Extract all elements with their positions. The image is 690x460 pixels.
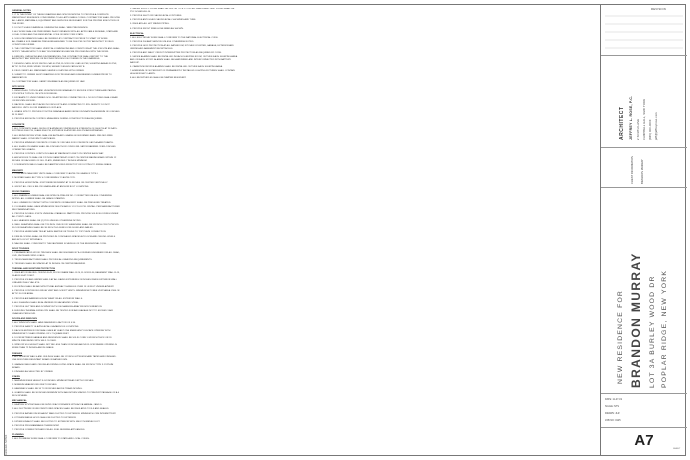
note-item: 4. GROUT ALL CELLS BELOW GRADE AND AT ANCHOR BOLT LOCATIONS. — [12, 185, 89, 188]
note-item: 2. TRUSS MANUFACTURER SHALL PROVIDE ALL BRACING REQUIREMENTS. — [12, 258, 93, 261]
note-item: 7. FOUNDATION WALLS SHALL BE DAMPPROOFED FROM TOP OF FOOTING TO FINISH GRADE. — [12, 164, 112, 167]
note-item: 2. MORTAR SHALL BE TYPE S CONFORMING TO ASTM C270. — [12, 177, 76, 180]
sheet-key-label: SHEET — [673, 448, 681, 450]
note-item: 4. PROVIDE CONTINUOUS RIDGE VENT AND SOFFIT VENTS. MINIMUM NET FREE VENT AREA 1/300 OF ATTIC FLOOR AREA. — [12, 290, 120, 296]
note-item: 3. PROVIDE MINIMUM CONCRETE COVER OF 3 INCHES FOR CONCRETE CAST AGAINST EARTH. — [12, 141, 114, 144]
note-section — [12, 268, 120, 316]
sheet-number-block — [601, 428, 687, 456]
note-heading: ROOF TRUSSES — [12, 248, 30, 250]
note-heading: MECHANICAL — [12, 400, 27, 403]
note-item: 6. ANCHOR BOLTS SHALL BE 1/2 INCH DIAMETER AT 6 FEET ON CENTER MAXIMUM AND WITHIN 12 INCHES OF EACH END OF SILL PLATE, EMBEDDED 7 INCHES MINIMUM. — [12, 157, 117, 163]
note-item: 6. ERRORS, OMISSIONS AND DISCREPANCIES: THE CONTRACTOR SHALL REPORT TO THE ARCHITECT ANY ERRORS OR INCONSISTENCIES DISCOVERED IN THE DRAWINGS. — [12, 55, 108, 61]
note-item: 1. ALL ELECTRICAL WORK SHALL CONFORM TO THE NATIONAL ELECTRICAL CODE. — [130, 36, 219, 39]
note-section — [12, 400, 120, 432]
project-name: BRANDON MURRAY — [629, 252, 643, 388]
note-heading: MASONRY — [12, 169, 24, 172]
note-item: 5. PROVIDE AIR BARRIER HOUSE WRAP ON ALL EXTERIOR WALLS. — [12, 297, 83, 300]
note-item: 2. MINIMUM HEADROOM 6 FEET 8 INCHES. — [12, 383, 58, 386]
note-item: 8. FIRE BLOCKING SHALL BE PROVIDED IN CONCEALED SPACES AT FLOOR AND CEILING LEVELS AND AT 10 FOOT INTERVALS. — [12, 235, 116, 241]
note-item: 7. DESIGN LOADS: ROOF SNOW LOAD 40 PSF, FLOOR LIVE LOAD 40 PSF, SLEEPING AREAS 30 PSF, ATTIC 20 PSF, WIND SPEED 115 MPH, SEISMIC DESIGN CATEGORY B. — [12, 62, 117, 68]
note-item: 6. PROVIDE PROGRAMMABLE THERMOSTAT. — [12, 424, 60, 427]
note-heading: PLUMBING — [12, 434, 24, 437]
note-item: 3. TRUSSES SHALL BE SPACED AT 24 INCHES ON CENTER MAXIMUM. — [12, 262, 86, 265]
firm-name: ARCHITECT — [619, 106, 625, 140]
note-item: 2. PROVIDE SAFETY GLAZING AT ALL HAZARDOUS LOCATIONS. — [12, 326, 79, 329]
client-line-2: BRANDON MURRAY — [641, 159, 644, 184]
note-item: 4. PROVIDE DOUBLE JOISTS UNDER ALL PARALLEL PARTITIONS. PROVIDE SOLID BLOCKING UNDER ALL POINT LOADS. — [12, 213, 119, 219]
note-item: 3. FINISHES AS SELECTED BY OWNER. — [12, 370, 54, 373]
note-heading: SITE WORK — [12, 86, 25, 89]
note-item: 4. GUARDS SHALL BE 36 INCHES MINIMUM WITH BALUSTERS SPACED TO PREVENT PASSAGE OF A 4 INCH SPHERE. — [12, 392, 120, 398]
sheet-number: A7 — [634, 432, 654, 449]
client-block — [601, 148, 687, 188]
revision-label: REVISION — [651, 7, 666, 11]
note-item: 5. PROVIDE EROSION CONTROL MEASURES DURING CONSTRUCTION AS REQUIRED. — [12, 118, 103, 121]
note-item: 2. PROVIDE 200 AMP SERVICE UNLESS OTHERWISE NOTED. — [130, 40, 194, 43]
note-item: 3. ROOFING SHALL BE ARCHITECTURAL ASPHALT SHINGLES OVER 15 LB FELT UNDERLAYMENT. — [12, 286, 115, 289]
note-item: 6. ALL FLASHING SHALL BE ALUMINUM OR GALVANIZED STEEL. — [12, 301, 79, 304]
note-heading: GENERAL NOTES — [12, 10, 31, 13]
note-item: 9. SUBMIT TO OWNER SHOP DRAWINGS FOR TRUSSES AND ENGINEERED LUMBER PRIOR TO FABRICATION. — [12, 73, 112, 79]
note-section — [12, 10, 120, 84]
drawn-by-field: DRAWN: JLR — [605, 412, 620, 415]
note-item: 4. ALL SLABS ON GRADE SHALL BE 4 INCHES THICK OVER 6 MIL VAPOR BARRIER OVER 4 INCHES COMPACTED GRAVEL. — [12, 145, 116, 151]
note-item: 1. CONCRETE MASONRY UNITS SHALL CONFORM TO ASTM C90 GRADE N TYPE I. — [12, 173, 99, 176]
note-item: 1. ALL CONCRETE SHALL DEVELOP A MINIMUM COMPRESSIVE STRENGTH OF 3000 PSI AT 28 DAYS. FOOTINGS 3000 PSI, SLABS 3500 PSI, EXTERIOR FLATWORK 4000 PSI AIR ENTRAINED. — [12, 127, 118, 133]
note-item: 2. ALL REINFORCING STEEL SHALL BE ASTM A615 GRADE 60 DEFORMED BARS. WELDED WIRE FABRIC SHALL CONFORM TO ASTM A185. — [12, 134, 113, 140]
note-item: 2. GARAGE WALLS AND CEILING ADJOINING LIVING SPACE SHALL BE 5/8 INCH TYPE X GYPSUM BOARD. — [12, 363, 114, 369]
note-item: 5. DRYER EXHAUST SHALL BE DUCTED TO EXTERIOR WITH SMOOTH METAL DUCT. — [12, 420, 101, 423]
note-item: 4. GRADE SITE TO PROVIDE POSITIVE DRAINAGE AWAY FROM FOUNDATION A MINIMUM OF 6 INCHES IN 10 FEET. — [12, 111, 120, 117]
note-item: 3. EACH SLEEPING ROOM SHALL HAVE AT LEAST ONE EMERGENCY ESCAPE OPENING WITH MINIMUM NET CLEAR OPENING OF 5.7 SQUARE FEET. — [12, 330, 111, 336]
project-address-line-1: LOT 3A BURLEY WOOD DR — [649, 275, 656, 388]
note-item: 1. ALL INTERIOR WALLS AND CEILINGS SHALL BE 1/2 INCH GYPSUM BOARD TAPED AND FINISHED. USE MOISTURE RESISTANT BOARD IN BATHROOMS. — [12, 356, 117, 362]
note-item: 1. INSULATION VALUES: CEILING R-49, WOOD FRAME WALL R-20, FLOOR R-30, BASEMENT WALL R-15, SLAB R-10 AT 2 FEET. — [12, 272, 120, 278]
note-item: 4. DOOR BETWEEN GARAGE AND RESIDENCE SHALL BE SOLID CORE 1-3/8 INCH THICK OR 20 MINUTE FIRE RATED WITH SELF CLOSER. — [12, 337, 112, 343]
client-line-1: CLIENT INFORMATION — [631, 156, 634, 184]
note-item: 3. LVL BEAMS SHALL HAVE MINIMUM FB 2600 PSI AND E 1.9 X 10^6 PSI. INSTALL PER MANUFACTURER RECOMMENDATIONS. — [12, 206, 120, 211]
note-item: 2. ALL LUMBER IN CONTACT WITH CONCRETE OR MASONRY SHALL BE PRESSURE TREATED. — [12, 201, 112, 204]
note-item: 1. ALL PLUMBING WORK SHALL CONFORM TO STATE AND LOCAL CODES. — [12, 438, 90, 441]
note-item: 10. CONTRACTOR SHALL CARRY INSURANCE AS REQUIRED BY LAW. — [12, 80, 85, 83]
note-heading: DOORS AND WINDOWS — [12, 318, 37, 321]
date-field: DATE: 11-27-19 — [605, 398, 622, 401]
note-heading: ELECTRICAL — [130, 32, 144, 35]
note-item: 5. INSULATE ALL HOT WATER PIPING. — [130, 23, 170, 26]
note-item: 7. PROVIDE COMBUSTION AIR FOR ALL FUEL BURNING APPLIANCES. — [12, 429, 86, 432]
note-section — [12, 376, 120, 398]
note-item: 3. BACKFILL SHALL BE PLACED IN 8 INCH LIFTS AND COMPACTED TO 95% DENSITY. DO NOT BACKFILL UNTIL FLOOR FRAMING IS IN PLACE. — [12, 104, 110, 110]
note-item: 4. PROVIDE ARC FAULT CIRCUIT INTERRUPTER PROTECTION AS REQUIRED BY CODE. — [130, 51, 222, 54]
note-section — [12, 86, 120, 121]
note-item: 2. EXCAVATE TO UNDISTURBED SOIL OR APPROVED COMPACTED FILL. NO FOOTINGS SHALL BEAR ON FROZEN GROUND. — [12, 97, 118, 103]
project-address-line-2: POPLAR RIDGE, NEW YORK — [661, 269, 668, 388]
note-item: 6. PROVIDE FROST FREE HOSE BIBBS AS SHOWN. — [130, 27, 184, 30]
note-heading: FINISHES — [12, 352, 23, 355]
note-item: 3. PROVIDE BATHROOM EXHAUST FANS DUCTED TO EXTERIOR. MINIMUM 50 CFM INTERMITTENT. — [12, 412, 117, 415]
note-item: 2. PROVIDE ICE AND WATER SHIELD AT ALL EAVES EXTENDING 24 INCHES INSIDE EXTERIOR WALL LINE AND IN ALL VALLEYS. — [12, 279, 117, 285]
note-item: 5. PROVIDE CONTROL JOINTS IN SLABS AT MAXIMUM 15 FEET ON CENTER EACH WAY. — [12, 152, 104, 155]
note-heading: THERMAL AND MOISTURE PROTECTION — [12, 268, 56, 271]
note-item: 1. ALL WINDOWS SHALL HAVE MAXIMUM U-FACTOR OF 0.30. — [12, 321, 76, 324]
note-item: 3. PROVIDE SHUT OFF VALVES AT ALL FIXTURES. — [130, 15, 182, 18]
note-item: 3. PROVIDE GFCI PROTECTION AT ALL BATHROOM, KITCHEN COUNTER, GARAGE, EXTERIOR AND UNFINISHED BASEMENT RECEPTACLES. — [130, 44, 234, 50]
firm-line-3: CAMPBELL HALL, NEW YORK — [643, 98, 646, 140]
note-item: 1. IT IS THE INTENT OF THESE DRAWINGS AND SPECIFICATIONS TO PROVIDE A COMPLETE WATERTIGHT RESIDENCE CONFORMING TO ALL APPLICABLE CODES. CONTRACTOR SHALL PROVIDE ALL LABOR, MATERIALS, EQUIPMENT AND SERVICES NECESSARY FOR THE PROPER EXECUTION OF THE WORK. — [12, 14, 120, 25]
note-item: 1. HEATING SYSTEM SHALL BE SIZED IN ACCORDANCE WITH ACCA MANUAL J AND S. — [12, 404, 103, 407]
note-item: 4. PROVIDE ANTI-SCALD VALVES AT ALL SHOWERS AND TUBS. — [130, 19, 196, 22]
note-item: 5. ALL HEADERS SHALL BE (2) 2X10 UNLESS OTHERWISE NOTED. — [12, 220, 82, 223]
project-subtitle: NEW RESIDENCE FOR — [617, 289, 624, 384]
note-item: 1. ALL FRAMING LUMBER SHALL BE SPRUCE-PINE-FIR NO. 2 OR BETTER UNLESS OTHERWISE NOTED. ALL LUMBER SHALL BE GRADE STAMPED. — [12, 194, 112, 200]
project-block — [601, 188, 687, 394]
note-item: 6. CARBON MONOXIDE ALARMS SHALL BE INSTALLED OUTSIDE EACH SLEEPING AREA. — [130, 66, 223, 69]
note-item: 6. WALL SHEATHING SHALL BE 7/16 INCH OSB. ROOF SHEATHING SHALL BE 5/8 INCH CDX PLYWOOD. FLOOR SHEATHING SHALL BE 3/4 INCH T&G SUBFLOOR GLUED AND NAILED. — [12, 224, 120, 230]
note-item: 1. REMOVE ALL TOPSOIL AND VEGETATION FROM AREAS TO RECEIVE STRUCTURES AND PAVING. STOCKPILE TOPSOIL ON SITE FOR REUSE. — [12, 90, 117, 95]
note-heading: WOOD FRAMING — [12, 191, 30, 194]
note-item: 3. ALL WORK SHALL BE PERFORMED IN ACCORDANCE WITH ALL APPLICABLE FEDERAL, STATE AND LOCAL CODES AND THE RESIDENTIAL CODE OF NEW YORK STATE. — [12, 31, 119, 37]
revision-block — [601, 4, 687, 56]
scale-field: SCALE: NTS — [605, 405, 619, 408]
note-item: 1. MAXIMUM RISER HEIGHT 8-1/4 INCHES. MINIMUM TREAD DEPTH 9 INCHES. — [12, 379, 94, 382]
note-item: 4. SOILS INFORMATION SHALL BE VERIFIED BY CONTRACTOR PRIOR TO START OF WORK. ALLOWABLE SOIL BEARING PRESSURE ASSUMED TO BE 2000 PSF. NOTIFY ARCHITECT IF FIELD CONDITIONS DIFFER. — [12, 38, 114, 47]
firm-line-2: 2 SOUTH LANE — [637, 118, 640, 140]
note-section — [130, 33, 238, 81]
job-number-field: JOB NO: 1925 — [605, 419, 621, 422]
note-item: 8. BUILDING THERMAL ENVELOPE SHALL BE TESTED FOR AIR LEAKAGE NOT TO EXCEED 3 AIR CHANGES PER HOUR. — [12, 309, 113, 315]
note-item: 9. NAILING SHALL CONFORM TO THE FASTENER SCHEDULE OF THE RESIDENTIAL CODE. — [12, 242, 107, 245]
note-item: 2. ALL DUCTWORK IN UNCONDITIONED SPACES SHALL BE INSULATED TO R-8 AND SEALED. — [12, 408, 110, 411]
note-item: 5. WINDOW SILL HEIGHT SHALL NOT BE LESS THAN 24 INCHES ABOVE FLOOR WHERE OPENING IS MORE THAN 72 INCHES ABOVE GRADE. — [12, 344, 117, 350]
side-stamp: GENERAL NOTES — [5, 434, 8, 455]
note-section — [12, 248, 120, 266]
general-notes — [12, 8, 592, 448]
note-item: 2. DO NOT SCALE DRAWINGS. DIMENSIONS SHALL TAKE PRECEDENCE. — [12, 27, 89, 30]
note-item: 8. FIELD VERIFY ALL WATER AND SEWER LOCATIONS WITH OWNER. — [12, 69, 85, 72]
note-item: 2. WATER SUPPLY PIPING SHALL BE PEX OR TYPE L COPPER. WASTE AND VENT PIPING SHALL BE PVC SCHEDULE 40. — [130, 8, 235, 13]
firm-line-4: (845) 000-0000 — [649, 119, 652, 140]
note-item: 3. HANDRAILS SHALL BE 34 TO 38 INCHES ABOVE TREAD NOSING. — [12, 388, 83, 391]
note-section — [12, 170, 120, 189]
note-heading: STAIRS — [12, 376, 20, 379]
note-item: 7. PROVIDE HURRICANE TIES AT EACH RAFTER OR TRUSS TO TOP PLATE CONNECTION. — [12, 231, 107, 234]
note-item: 4. KITCHEN RANGE HOOD SHALL BE DUCTED TO EXTERIOR. — [12, 416, 77, 419]
note-section — [12, 124, 120, 167]
drawing-info-block — [601, 394, 687, 428]
firm-line-5: jeff@jeffreyrose.com — [655, 112, 658, 140]
title-block — [600, 4, 686, 456]
note-item: 5. THE CONTRACTOR SHALL VERIFY ALL DIMENSIONS AND CONDITIONS AT THE JOB SITE AND SHALL NOTIFY THE ARCHITECT OF ANY DISCREPANCIES BEFORE PROCEEDING WITH THE WORK. — [12, 48, 120, 54]
revision-table-lines — [601, 4, 687, 56]
note-item: 8. ALL RECEPTACLES SHALL BE TAMPER RESISTANT. — [130, 77, 187, 80]
note-heading: CONCRETE — [12, 123, 25, 126]
architect-block — [601, 56, 687, 148]
note-section — [12, 353, 120, 374]
note-section — [12, 318, 120, 350]
note-item: 7. A MINIMUM OF 90 PERCENT OF PERMANENTLY INSTALLED LIGHTING FIXTURES SHALL CONTAIN HIGH EFFICACY LAMPS. — [130, 70, 235, 76]
note-item: 7. PROVIDE GUTTERS AND DOWNSPOUTS DISCHARGING AWAY FROM FOUNDATION. — [12, 305, 103, 308]
note-item: 1. PREFABRICATED WOOD TRUSSES SHALL BE DESIGNED BY A LICENSED ENGINEER FOR ALL DEAD, LIVE, SNOW AND WIND LOADS. — [12, 251, 120, 257]
note-section — [12, 191, 120, 246]
note-item: 5. SMOKE ALARMS SHALL BE INSTALLED IN EACH SLEEPING ROOM, OUTSIDE EACH SLEEPING AREA AND ON EACH STORY. ALARMS SHALL BE HARDWIRED AND INTERCONNECTED WITH BATTERY BACKUP. — [130, 56, 238, 65]
note-item: 3. PROVIDE HORIZONTAL JOINT REINFORCEMENT AT 16 INCHES ON CENTER VERTICALLY. — [12, 181, 108, 184]
firm-line-1: JEFFREY L. ROSE, P.C. — [629, 95, 633, 140]
